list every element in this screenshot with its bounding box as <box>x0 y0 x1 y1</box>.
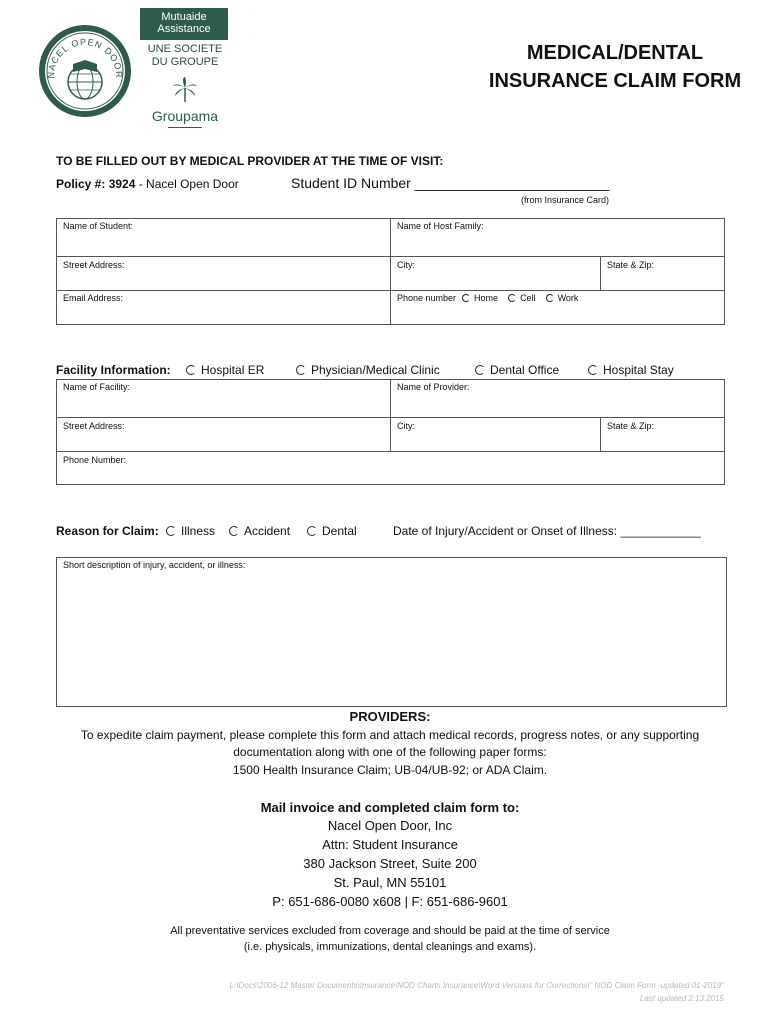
reason-option-accident[interactable] <box>229 524 290 538</box>
home-radio[interactable] <box>462 294 470 302</box>
divider <box>56 451 725 452</box>
divider <box>390 379 391 451</box>
hospital-er-label: Hospital ER <box>201 363 265 377</box>
home-label: Home <box>474 293 499 303</box>
providers-text-line1: To expedite claim payment, please complete this form and attach medical records, progress notes, or any supporting <box>80 728 700 742</box>
student-street-field[interactable]: Street Address: <box>63 260 125 270</box>
facility-city-field[interactable]: City: <box>397 421 415 431</box>
form-title-line1: MEDICAL/DENTAL <box>526 42 704 64</box>
facility-option-physician-clinic[interactable] <box>296 363 440 377</box>
reason-option-dental[interactable] <box>307 524 357 538</box>
divider <box>600 417 601 451</box>
footer-last-updated: Last updated 2.13.2015 <box>639 994 724 1003</box>
cell-label: Cell <box>520 293 536 303</box>
mail-address-line1: Nacel Open Door, Inc <box>327 818 453 833</box>
phone-label: Phone number <box>397 293 457 303</box>
mail-address-line4: St. Paul, MN 55101 <box>333 875 447 890</box>
injury-date-field[interactable]: Date of Injury/Accident or Onset of Illness: ____________ <box>393 524 701 538</box>
work-radio[interactable] <box>546 294 554 302</box>
from-card-note: (from Insurance Card) <box>521 195 610 205</box>
name-of-host-family-field[interactable]: Name of Host Family: <box>397 221 484 231</box>
societe-text <box>140 43 230 69</box>
societe-line2: DU GROUPE <box>151 56 219 68</box>
phone-number-field[interactable] <box>397 293 578 303</box>
student-id-field[interactable]: Student ID Number _________________________ <box>291 175 610 191</box>
societe-line1: UNE SOCIETE <box>147 43 223 55</box>
policy-number <box>56 177 239 191</box>
footer-file-path: L:\Docs\2006-12 Master Documents\Insurance\NOD Charts Insurance\Word Versions for Corrections\" NOD Claim Form -updated 01-2019" <box>229 981 724 990</box>
facility-option-hospital-stay[interactable] <box>588 363 674 377</box>
accident-label: Accident <box>244 524 291 538</box>
reason-options-row <box>56 524 386 540</box>
student-state-zip-field[interactable]: State & Zip: <box>607 260 655 270</box>
email-field[interactable]: Email Address: <box>63 293 124 303</box>
mail-address-line2: Attn: Student Insurance <box>322 837 458 852</box>
facility-label: Facility Information: <box>56 363 171 377</box>
groupama-logo: Groupama <box>151 108 219 124</box>
preventative-note-line2: (i.e. physicals, immunizations, dental cleanings and exams). <box>243 941 537 953</box>
providers-text-line3: 1500 Health Insurance Claim; UB-04/UB-92; or ADA Claim. <box>232 763 548 777</box>
name-of-facility-field[interactable]: Name of Facility: <box>63 382 131 392</box>
physician-clinic-label: Physician/Medical Clinic <box>311 363 440 377</box>
facility-option-dental-office[interactable] <box>475 363 559 377</box>
hospital-er-radio[interactable] <box>186 365 196 375</box>
hospital-stay-label: Hospital Stay <box>603 363 674 377</box>
illness-radio[interactable] <box>166 526 176 536</box>
facility-street-field[interactable]: Street Address: <box>63 421 125 431</box>
form-title-line2: INSURANCE CLAIM FORM <box>488 70 742 92</box>
name-of-student-field[interactable]: Name of Student: <box>63 221 134 231</box>
providers-text-line2: documentation along with one of the following paper forms: <box>233 745 547 759</box>
facility-phone-field[interactable]: Phone Number: <box>63 455 127 465</box>
mail-contact-line: P: 651-686-0080 x608 | F: 651-686-9601 <box>272 894 508 909</box>
dental-radio[interactable] <box>307 526 317 536</box>
accident-radio[interactable] <box>229 526 239 536</box>
student-city-field[interactable]: City: <box>397 260 415 270</box>
physician-clinic-radio[interactable] <box>296 365 306 375</box>
mail-address-line3: 380 Jackson Street, Suite 200 <box>303 856 477 871</box>
mail-heading: Mail invoice and completed claim form to: <box>260 800 520 815</box>
facility-option-hospital-er[interactable] <box>186 363 264 377</box>
groupama-underline <box>168 127 202 128</box>
divider <box>600 256 601 290</box>
hospital-stay-radio[interactable] <box>588 365 598 375</box>
nacel-seal-logo <box>38 24 132 118</box>
mutuaide-line2: Assistance <box>157 23 211 35</box>
policy-name: - Nacel Open Door <box>135 177 239 191</box>
description-label: Short description of injury, accident, or illness: <box>63 560 246 570</box>
palm-icon <box>171 76 199 104</box>
dental-office-label: Dental Office <box>490 363 560 377</box>
reason-label: Reason for Claim: <box>56 524 159 538</box>
mutuaide-logo <box>140 8 228 40</box>
description-box[interactable] <box>56 557 727 707</box>
policy-label: Policy #: 3924 <box>56 177 136 191</box>
cell-radio[interactable] <box>508 294 516 302</box>
dental-label: Dental <box>322 524 357 538</box>
provider-instruction: TO BE FILLED OUT BY MEDICAL PROVIDER AT THE TIME OF VISIT: <box>56 154 444 168</box>
dental-office-radio[interactable] <box>475 365 485 375</box>
reason-option-illness[interactable] <box>166 524 215 538</box>
preventative-note-line1: All preventative services excluded from coverage and should be paid at the time of service <box>170 925 610 937</box>
work-label: Work <box>557 293 579 303</box>
illness-label: Illness <box>181 524 216 538</box>
mutuaide-line1: Mutuaide <box>161 11 207 23</box>
svg-text:NACEL OPEN DOOR: NACEL OPEN DOOR <box>45 36 125 79</box>
providers-heading: PROVIDERS: <box>349 709 431 724</box>
name-of-provider-field[interactable]: Name of Provider: <box>397 382 470 392</box>
divider <box>390 218 391 325</box>
facility-state-zip-field[interactable]: State & Zip: <box>607 421 655 431</box>
